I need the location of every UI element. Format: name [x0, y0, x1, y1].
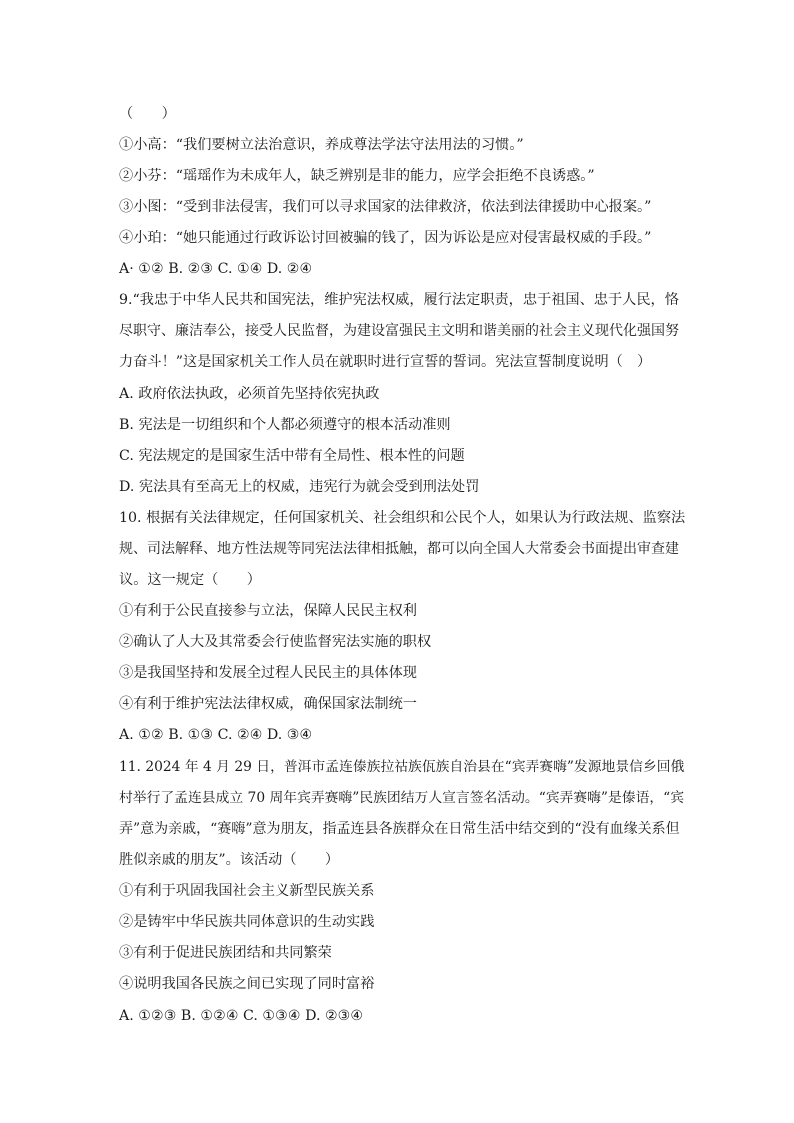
- q8-bracket: （ ）: [119, 106, 176, 122]
- q11-option-4: ④说明我国各民族之间已实现了同时富裕: [119, 976, 375, 992]
- q9-stem-line-1: 9.“我忠于中华人民共和国宪法，维护宪法权威，履行法定职责，忠于祖国、忠于人民，恪: [119, 292, 679, 308]
- q11-stem-line-3: 弄”意为亲戚，“赛嗨”意为朋友，指孟连县各族群众在日常生活中结交到的“没有血缘关系但: [119, 821, 680, 837]
- q10-option-1: ①有利于公民直接参与立法，保障人民民主权利: [119, 603, 417, 619]
- q9-stem-line-3: 力奋斗！”这是国家机关工作人员在就职时进行宣誓的誓词。宪法宣誓制度说明（ ）: [119, 354, 652, 370]
- q10-stem-line-1: 10. 根据有关法律规定，任何国家机关、社会组织和公民个人，如果认为行政法规、监察法: [119, 510, 686, 526]
- q11-answer-choices: A. ①②③ B. ①②④ C. ①③④ D. ②③④: [119, 1008, 364, 1024]
- q8-option-1: ①小高：“我们要树立法治意识，养成尊法学法守法用法的习惯。”: [119, 137, 524, 153]
- q10-stem-line-2: 规、司法解释、地方性法规等同宪法法律相抵触，都可以向全国人大常委会书面提出审查建: [119, 541, 679, 557]
- q9-option-c: C. 宪法规定的是国家生活中带有全局性、根本性的问题: [119, 448, 465, 464]
- q10-option-3: ③是我国坚持和发展全过程人民民主的具体体现: [119, 665, 417, 681]
- q11-option-2: ②是铸牢中华民族共同体意识的生动实践: [119, 914, 375, 930]
- q9-option-d: D. 宪法具有至高无上的权威，违宪行为就会受到刑法处罚: [119, 479, 480, 495]
- q9-option-b: B. 宪法是一切组织和个人都必须遵守的根本活动准则: [119, 417, 451, 433]
- q10-answer-choices: A. ①② B. ①③ C. ②④ D. ③④: [119, 727, 313, 743]
- q10-option-4: ④有利于维护宪法法律权威，确保国家法制统一: [119, 696, 417, 712]
- q8-option-2: ②小芬：“瑶瑶作为未成年人，缺乏辨别是非的能力，应学会拒绝不良诱惑。”: [119, 168, 595, 184]
- q10-option-2: ②确认了人大及其常委会行使监督宪法实施的职权: [119, 634, 432, 650]
- q8-answer-choices: A· ①② B. ②③ C. ①④ D. ②④: [119, 261, 313, 277]
- q9-stem-line-2: 尽职守、廉洁奉公，接受人民监督，为建设富强民主文明和谐美丽的社会主义现代化强国努: [119, 323, 679, 339]
- q11-stem-line-4: 胜似亲戚的朋友”。该活动（ ）: [119, 852, 340, 868]
- q11-option-1: ①有利于巩固我国社会主义新型民族关系: [119, 883, 375, 899]
- q8-option-4: ④小珀：“她只能通过行政诉讼讨回被骗的钱了，因为诉讼是应对侵害最权威的手段。”: [119, 230, 652, 246]
- q8-option-3: ③小图：“受到非法侵害，我们可以寻求国家的法律救济，依法到法律援助中心报案。”: [119, 199, 652, 215]
- q11-stem-line-1: 11. 2024 年 4 月 29 日，普洱市孟连傣族拉祜族佤族自治县在“宾弄赛嗨”发源地景信乡回俄: [119, 759, 685, 775]
- q11-stem-line-2: 村举行了孟连县成立 70 周年宾弄赛嗨”民族团结万人宣言签名活动。“宾弄赛嗨”是傣语，“宾: [119, 790, 685, 806]
- q11-option-3: ③有利于促进民族团结和共同繁荣: [119, 945, 332, 961]
- q10-stem-line-3: 议。这一规定（ ）: [119, 572, 261, 588]
- q9-option-a: A. 政府依法执政，必须首先坚持依宪执政: [119, 386, 380, 402]
